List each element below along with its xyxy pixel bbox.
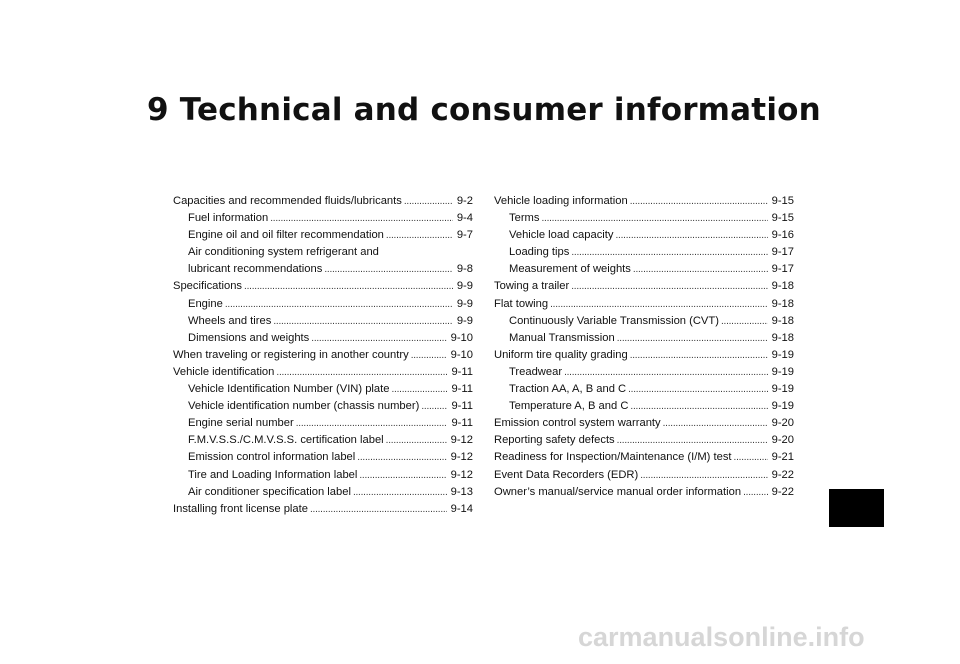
toc-page-number: 9-15 [771, 195, 794, 207]
toc-page-number: 9-12 [450, 451, 473, 464]
toc-entry-title: Engine [188, 297, 223, 310]
toc-entry-title: When traveling or registering in another country [173, 348, 409, 361]
toc-leader-dots [630, 193, 768, 210]
toc-page-number: 9-9 [456, 314, 473, 327]
toc-page-number: 9-20 [771, 417, 794, 430]
toc-leader-dots [324, 261, 453, 278]
toc-page-number: 9-10 [450, 331, 473, 344]
toc-entry-title: Treadwear [509, 365, 563, 378]
toc-page-number: 9-18 [771, 280, 794, 293]
toc-page-number: 9-18 [771, 314, 794, 327]
toc-entry-title: Air conditioning system refrigerant and [188, 246, 379, 259]
toc-entry[interactable] [494, 432, 794, 449]
toc-entry-title: Reporting safety defects [494, 434, 615, 447]
toc-entry-title: Tire and Loading Information label [188, 468, 358, 481]
toc-entry-title: Engine serial number [188, 417, 294, 430]
toc-page-number: 9-22 [771, 468, 794, 481]
toc-leader-dots [244, 278, 453, 295]
toc-entry[interactable] [173, 193, 473, 210]
toc-entry[interactable] [494, 415, 794, 432]
toc-entry-title: Engine oil and oil filter recommendation [188, 229, 384, 242]
toc-page-number: 9-19 [771, 348, 794, 361]
toc-subentry[interactable] [494, 210, 794, 227]
toc-subentry[interactable] [173, 227, 473, 244]
toc-leader-dots [359, 467, 446, 484]
toc-entry-title: Vehicle Identification Number (VIN) plate [188, 383, 390, 396]
toc-entry[interactable] [494, 347, 794, 364]
toc-entry[interactable] [494, 484, 794, 501]
toc-leader-dots [386, 432, 447, 449]
toc-entry-title: Traction AA, A, B and C [509, 383, 627, 396]
toc-leader-dots [270, 210, 453, 227]
toc-entry-title: Loading tips [509, 246, 570, 259]
toc-page-number: 9-19 [771, 400, 794, 413]
toc-leader-dots [630, 347, 768, 364]
toc-leader-dots [225, 296, 453, 313]
toc-entry[interactable] [494, 278, 794, 295]
toc-column-left [173, 193, 473, 518]
toc-subentry[interactable] [494, 398, 794, 415]
toc-entry-title: Emission control system warranty [494, 417, 661, 430]
toc-entry-title: Vehicle identification number (chassis number) [188, 400, 420, 413]
toc-entry[interactable] [173, 347, 473, 364]
toc-entry[interactable] [494, 467, 794, 484]
toc-subentry[interactable] [173, 381, 473, 398]
toc-page-number: 9-4 [456, 212, 473, 225]
toc-leader-dots [550, 296, 767, 313]
toc-entry[interactable] [494, 296, 794, 313]
toc-subentry[interactable] [173, 330, 473, 347]
toc-entry[interactable] [494, 449, 794, 466]
toc-page-number: 9-11 [451, 383, 473, 396]
toc-subentry[interactable] [173, 296, 473, 313]
toc-leader-dots [541, 210, 767, 227]
toc-entry-title: Terms [509, 212, 540, 225]
toc-leader-dots [296, 415, 448, 432]
toc-entry[interactable] [173, 278, 473, 295]
toc-page-number: 9-17 [771, 263, 794, 276]
toc-page-number: 9-17 [771, 246, 794, 259]
toc-subentry[interactable] [494, 381, 794, 398]
toc-entry-title: Capacities and recommended fluids/lubricants [173, 195, 402, 207]
toc-subentry[interactable] [173, 244, 473, 278]
toc-leader-dots [615, 227, 767, 244]
toc-leader-dots [276, 364, 447, 381]
toc-entry-title: Vehicle identification [173, 365, 275, 378]
toc-leader-dots [617, 432, 768, 449]
toc-entry[interactable] [173, 501, 473, 518]
toc-page-number: 9-18 [771, 331, 794, 344]
toc-page-number: 9-11 [451, 365, 473, 378]
toc-page-number: 9-20 [771, 434, 794, 447]
toc-page-number: 9-7 [456, 229, 473, 242]
toc-entry-title: Towing a trailer [494, 280, 570, 293]
toc-subentry[interactable] [173, 415, 473, 432]
toc-entry-title: Owner’s manual/service manual order information [494, 485, 742, 498]
toc-leader-dots [663, 415, 768, 432]
toc-leader-dots [386, 227, 453, 244]
toc-page-number: 9-12 [450, 468, 473, 481]
toc-subentry[interactable] [173, 484, 473, 501]
toc-entry-title: Manual Transmission [509, 331, 615, 344]
toc-subentry[interactable] [494, 313, 794, 330]
toc-page-number: 9-21 [771, 451, 794, 464]
toc-leader-dots [404, 193, 453, 210]
toc-page-number: 9-2 [456, 195, 473, 207]
toc-leader-dots [734, 449, 768, 466]
toc-leader-dots [311, 330, 446, 347]
toc-page-number: 9-19 [771, 383, 794, 396]
toc-subentry[interactable] [494, 364, 794, 381]
toc-column-right [494, 193, 794, 501]
toc-subentry[interactable] [173, 432, 473, 449]
toc-leader-dots [630, 398, 767, 415]
toc-leader-dots [571, 244, 767, 261]
toc-entry-title: Installing front license plate [173, 502, 308, 515]
toc-leader-dots [391, 381, 447, 398]
toc-entry-title: Flat towing [494, 297, 549, 310]
toc-leader-dots [721, 313, 768, 330]
toc-entry[interactable] [494, 193, 794, 210]
toc-entry-title: Continuously Variable Transmission (CVT) [509, 314, 719, 327]
toc-entry-title: Fuel information [188, 212, 269, 225]
toc-page-number: 9-11 [451, 400, 473, 413]
toc-leader-dots [310, 501, 447, 518]
toc-subentry[interactable] [173, 210, 473, 227]
toc-subentry[interactable] [173, 449, 473, 466]
toc-leader-dots [411, 347, 447, 364]
chapter-tab-marker [829, 489, 884, 527]
toc-page-number: 9-13 [450, 485, 473, 498]
toc-subentry[interactable] [494, 244, 794, 261]
toc-entry-title: Event Data Recorders (EDR) [494, 468, 639, 481]
toc-page-number: 9-10 [450, 348, 473, 361]
toc-leader-dots [633, 261, 768, 278]
toc-entry-title: Uniform tire quality grading [494, 348, 628, 361]
toc-subentry[interactable] [494, 261, 794, 278]
toc-subentry[interactable] [494, 330, 794, 347]
toc-subentry[interactable] [173, 398, 473, 415]
toc-page-number: 9-16 [771, 229, 794, 242]
toc-leader-dots [571, 278, 767, 295]
toc-entry-title: Specifications [173, 280, 243, 293]
toc-page-number: 9-19 [771, 365, 794, 378]
toc-leader-dots [743, 484, 768, 501]
toc-page-number: 9-18 [771, 297, 794, 310]
toc-page-number: 9-9 [456, 280, 473, 293]
toc-entry[interactable] [173, 364, 473, 381]
toc-leader-dots [640, 467, 767, 484]
toc-entry-title: Readiness for Inspection/Maintenance (I/M) test [494, 451, 732, 464]
toc-leader-dots [353, 484, 447, 501]
toc-page-number: 9-9 [456, 297, 473, 310]
page-title: 9 Technical and consumer information [147, 92, 821, 128]
toc-entry-title: F.M.V.S.S./C.M.V.S.S. certification label [188, 434, 384, 447]
toc-entry-title: Dimensions and weights [188, 331, 310, 344]
watermark: carmanualsonline.info [578, 622, 865, 652]
toc-entry-title: Measurement of weights [509, 263, 631, 276]
toc-entry-title: lubricant recommendations [188, 263, 323, 276]
toc-page-number: 9-8 [456, 263, 473, 276]
toc-leader-dots [628, 381, 767, 398]
toc-page-number: 9-15 [771, 212, 794, 225]
toc-entry-title: Vehicle load capacity [509, 229, 614, 242]
toc-subentry[interactable] [173, 313, 473, 330]
toc-entry-title: Air conditioner specification label [188, 485, 351, 498]
toc-leader-dots [564, 364, 768, 381]
toc-entry-title: Temperature A, B and C [509, 400, 629, 413]
toc-subentry[interactable] [173, 467, 473, 484]
toc-entry-title: Emission control information label [188, 451, 356, 464]
toc-page-number: 9-22 [771, 485, 794, 498]
toc-page-number: 9-14 [450, 502, 473, 515]
toc-leader-dots [617, 330, 768, 347]
toc-entry-title: Vehicle loading information [494, 195, 628, 207]
toc-entry-title: Wheels and tires [188, 314, 272, 327]
toc-page-number: 9-11 [451, 417, 473, 430]
toc-leader-dots [421, 398, 447, 415]
toc-subentry[interactable] [494, 227, 794, 244]
toc-leader-dots [357, 449, 446, 466]
toc-leader-dots [273, 313, 453, 330]
toc-page-number: 9-12 [450, 434, 473, 447]
